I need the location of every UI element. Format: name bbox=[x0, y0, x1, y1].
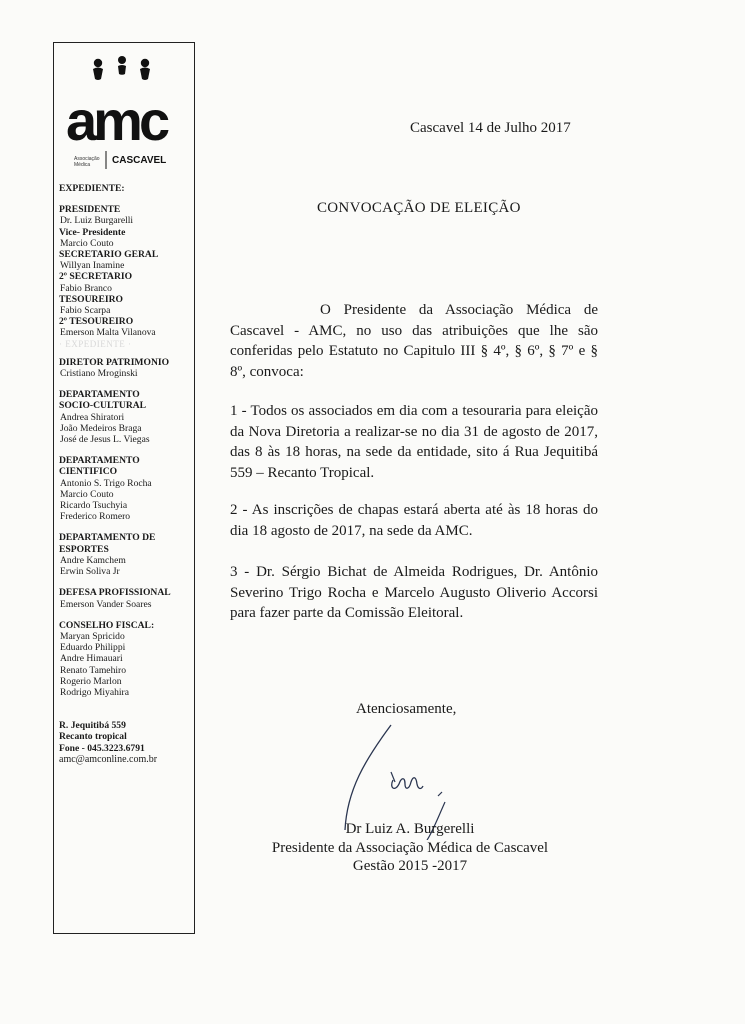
tesoureiro-label: TESOUREIRO bbox=[59, 293, 123, 305]
paragraph-item-1: 1 - Todos os associados em dia com a tesouraria para eleição da Nova Diretoria a realizar-se no dia 31 de agosto de 2017, das 8 às 18 horas, na sede da entidade, sito á Rua Jequitibá 559 – Recanto Tropical. bbox=[230, 403, 598, 481]
depto-social-label: DEPARTAMENTO bbox=[59, 389, 140, 401]
amc-logo bbox=[62, 53, 187, 173]
paragraph-intro: O Presidente da Associação Médica de Cascavel - AMC, no uso das atribuições que lhe são conferidas pelo Estatuto no Capitulo III § 4º, § 6º, § 7º e § 8º, convoca: bbox=[230, 302, 598, 380]
phone-number: Fone - 045.3223.6791 bbox=[59, 742, 145, 754]
list-item: José de Jesus L. Viegas bbox=[60, 434, 150, 446]
secretario-geral-label: SECRETARIO GERAL bbox=[59, 249, 159, 261]
sidebar-board-list bbox=[53, 42, 195, 934]
vice-label: Vice- Presidente bbox=[59, 226, 126, 238]
list-item: Rodrigo Miyahira bbox=[60, 686, 130, 698]
letter-date: Cascavel 14 de Julho 2017 bbox=[410, 120, 571, 136]
diretor-label: DIRETOR PATRIMONIO bbox=[59, 356, 170, 368]
list-item: Ricardo Tsuchyia bbox=[60, 500, 128, 512]
list-item: Erwin Soliva Jr bbox=[60, 566, 120, 578]
list-item: Frederico Romero bbox=[60, 511, 131, 523]
defesa-name: Emerson Vander Soares bbox=[60, 598, 152, 610]
depto-esp-label: DEPARTAMENTO DE bbox=[59, 532, 156, 544]
depto-esp-label-2: ESPORTES bbox=[59, 543, 109, 555]
svg-text:amc: amc bbox=[66, 89, 167, 152]
secretario2-name: Fabio Branco bbox=[60, 282, 112, 294]
svg-text:Médica: Médica bbox=[74, 162, 91, 168]
conselho-label: CONSELHO FISCAL: bbox=[59, 619, 155, 631]
list-item: Maryan Spricido bbox=[60, 630, 125, 642]
presidente-name: Dr. Luiz Burgarelli bbox=[60, 215, 134, 227]
depto-social-label-2: SOCIO-CULTURAL bbox=[59, 400, 147, 412]
tesoureiro2-name: Emerson Malta Vilanova bbox=[60, 327, 156, 339]
email-address: amc@amconline.com.br bbox=[59, 753, 158, 765]
tesoureiro2-label: 2º TESOUREIRO bbox=[59, 316, 134, 328]
board-members bbox=[59, 183, 191, 765]
vice-name: Marcio Couto bbox=[60, 237, 114, 249]
list-item: Marcio Couto bbox=[60, 488, 114, 500]
depto-cient-label-2: CIENTIFICO bbox=[59, 466, 118, 478]
defesa-label: DEFESA PROFISSIONAL bbox=[59, 587, 171, 599]
address-line-2: Recanto tropical bbox=[59, 731, 127, 743]
logo-city-text: CASCAVEL bbox=[112, 155, 167, 166]
paragraph-item-3: 3 - Dr. Sérgio Bichat de Almeida Rodrigues, Dr. Antônio Severino Trigo Rocha e Marcelo Augusto Oliverio Accorsi para fazer parte da Comissão Eleitoral. bbox=[230, 564, 598, 621]
svg-text:Associação: Associação bbox=[74, 156, 100, 162]
list-item: Andre Himauari bbox=[60, 653, 123, 665]
closing-salutation: Atenciosamente, bbox=[356, 701, 457, 717]
diretor-name: Cristiano Mroginski bbox=[60, 368, 138, 380]
signature-block bbox=[240, 820, 580, 876]
ghost-watermark-text: · EXPEDIENTE · bbox=[59, 338, 132, 349]
list-item: Andrea Shiratori bbox=[60, 411, 125, 423]
paragraph-item-2: 2 - As inscrições de chapas estará aberta até às 18 horas do dia 18 agosto de 2017, na sede da AMC. bbox=[230, 502, 598, 539]
presidente-label: PRESIDENTE bbox=[59, 204, 121, 216]
signer-term: Gestão 2015 -2017 bbox=[352, 858, 468, 874]
address-line-1: R. Jequitibá 559 bbox=[59, 720, 126, 732]
list-item: Andre Kamchem bbox=[60, 554, 126, 566]
expediente-heading: EXPEDIENTE: bbox=[59, 183, 125, 194]
signer-role: Presidente da Associação Médica de Cascavel bbox=[271, 839, 549, 856]
secretario2-label: 2º SECRETARIO bbox=[59, 271, 133, 283]
list-item: Antonio S. Trigo Rocha bbox=[60, 477, 152, 489]
list-item: Eduardo Philippi bbox=[60, 642, 126, 654]
secretario-geral-name: Willyan Inamine bbox=[60, 260, 125, 272]
list-item: João Medeiros Braga bbox=[60, 422, 142, 434]
list-item: Renato Tamehiro bbox=[60, 664, 127, 676]
list-item: Rogerio Marlon bbox=[60, 675, 122, 687]
depto-cient-label: DEPARTAMENTO bbox=[59, 455, 140, 467]
signer-name: Dr Luiz A. Burgerelli bbox=[345, 821, 475, 837]
tesoureiro-name: Fabio Scarpa bbox=[60, 305, 111, 317]
letter-title: CONVOCAÇÃO DE ELEIÇÃO bbox=[317, 200, 521, 216]
